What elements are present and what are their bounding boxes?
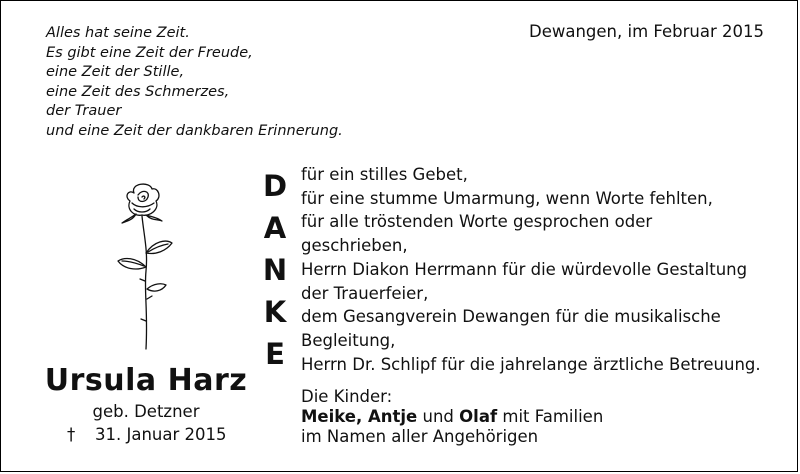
family-names-1: Meike, Antje bbox=[301, 407, 418, 426]
thanks-line: für alle tröstenden Worte gesprochen oder bbox=[301, 212, 653, 232]
poem bbox=[46, 24, 343, 142]
family-names-2: Olaf bbox=[459, 407, 498, 426]
cross-symbol: † bbox=[67, 425, 76, 444]
danke-letters bbox=[256, 165, 294, 375]
family-names-line bbox=[301, 407, 603, 427]
family-signature bbox=[301, 387, 603, 447]
family-last-line: im Namen aller Angehörigen bbox=[301, 427, 539, 446]
thanks-line: Herrn Diakon Herrmann für die würdevolle Gestaltung bbox=[301, 259, 748, 279]
poem-line: und eine Zeit der dankbaren Erinnerung. bbox=[46, 122, 343, 139]
death-line bbox=[67, 425, 227, 444]
poem-line: eine Zeit des Schmerzes, bbox=[46, 83, 230, 100]
thanks-line: der Trauerfeier, bbox=[301, 283, 429, 303]
thanks-line: Herrn Dr. Schlipf für die jahrelange ärztliche Betreuung. bbox=[301, 354, 761, 374]
danke-letter: E bbox=[265, 337, 285, 371]
danke-letter: A bbox=[263, 211, 287, 245]
thanks-line: geschrieben, bbox=[301, 236, 408, 256]
danke-letter: K bbox=[263, 295, 287, 329]
thanks-line: für ein stilles Gebet, bbox=[301, 165, 468, 184]
rose-icon bbox=[106, 181, 186, 351]
danke-letter: N bbox=[262, 253, 288, 287]
thanks-line: dem Gesangverein Dewangen für die musikalische bbox=[301, 307, 721, 327]
thanks-line: für eine stumme Umarmung, wenn Worte fehlten, bbox=[301, 188, 713, 208]
place-date: Dewangen, im Februar 2015 bbox=[529, 22, 764, 41]
deceased-name: Ursula Harz bbox=[44, 363, 248, 398]
family-suffix: mit Familien bbox=[497, 407, 604, 426]
poem-line: Es gibt eine Zeit der Freude, bbox=[46, 44, 253, 61]
death-date: 31. Januar 2015 bbox=[95, 425, 227, 444]
thanks-line: Begleitung, bbox=[301, 330, 396, 350]
danke-letter: D bbox=[262, 169, 288, 203]
family-connector: und bbox=[417, 407, 460, 426]
family-heading: Die Kinder: bbox=[301, 387, 393, 406]
poem-line: der Trauer bbox=[46, 103, 122, 120]
birth-name: geb. Detzner bbox=[92, 402, 200, 421]
thanks-list bbox=[301, 163, 761, 376]
poem-line: Alles hat seine Zeit. bbox=[46, 25, 190, 41]
poem-line: eine Zeit der Stille, bbox=[46, 64, 185, 81]
